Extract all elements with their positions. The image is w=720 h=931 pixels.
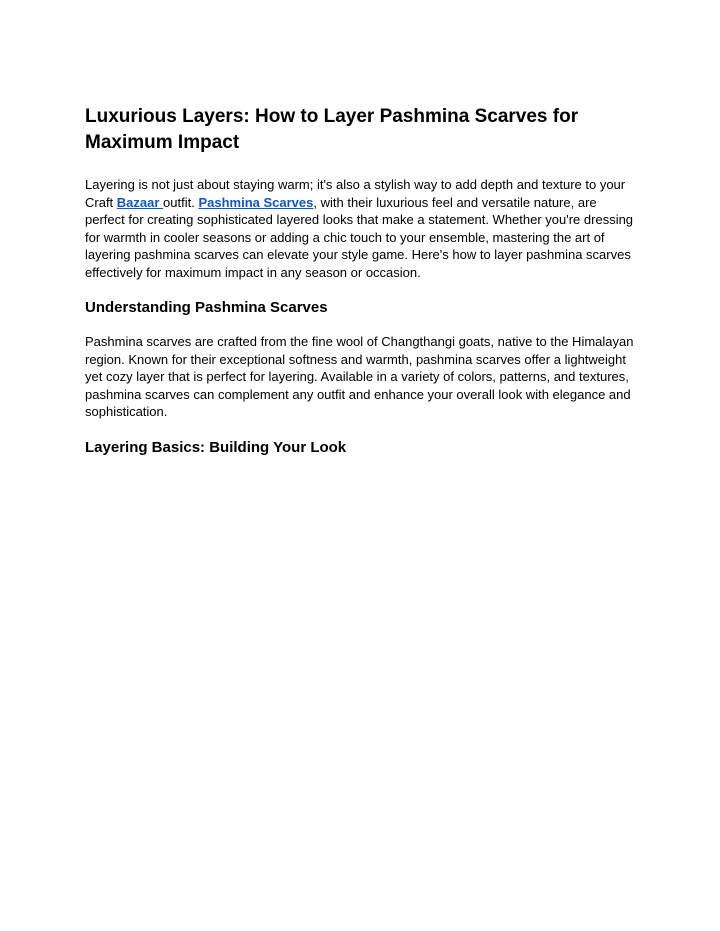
bazaar-link[interactable]: Bazaar: [116, 194, 164, 210]
intro-paragraph: [85, 176, 637, 281]
understanding-paragraph: Pashmina scarves are crafted from the fine wool of Changthangi goats, native to the Himalayan region. Known for their exceptional softness and warmth, pashmina scarves offer a lightweight yet cozy layer that is perfect for layering. Available in a variety of colors, patterns, and textures, pashmina scarves can complement any outfit and enhance your overall look with elegance and sophistication.: [85, 334, 634, 419]
intro-text-end: , with their luxurious feel and versatile nature, are perfect for creating sophisticated layered looks that make a statement. Whether you're dressing for warmth in cooler seasons or adding a chic touch to your ensemble, mastering the art of layering pashmina scarves can elevate your style game. Here's how to layer pashmina scarves effectively for maximum impact in any season or occasion.: [85, 194, 634, 280]
document-title: Luxurious Layers: How to Layer Pashmina Scarves for Maximum Impact: [85, 106, 579, 153]
section-heading-layering-basics: Layering Basics: Building Your Look: [85, 438, 347, 456]
document-page: [85, 104, 637, 458]
intro-text-start: Layering is not just about staying warm; it's also a stylish way to add depth and texture to your Craft: [85, 177, 626, 210]
intro-text-middle: outfit.: [163, 194, 199, 210]
section-heading-understanding: Understanding Pashmina Scarves: [85, 299, 328, 316]
pashmina-scarves-link[interactable]: Pashmina Scarves: [198, 194, 314, 210]
